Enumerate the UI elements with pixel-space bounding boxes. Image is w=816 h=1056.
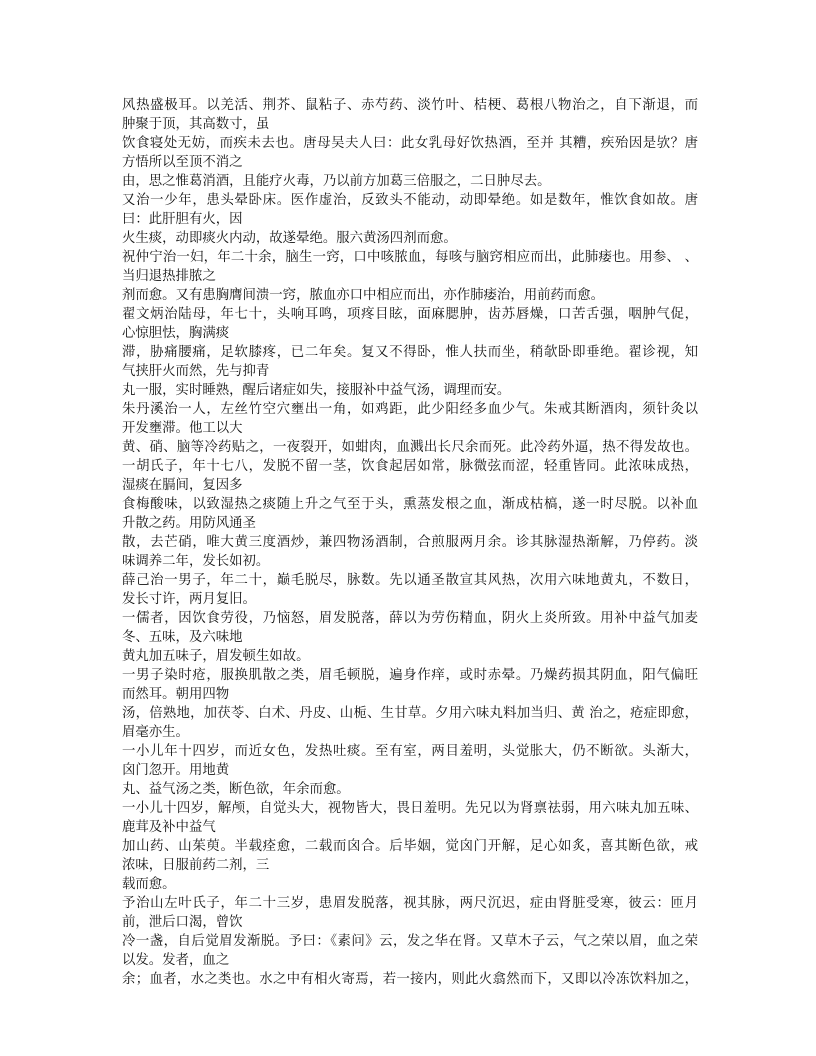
text-line: 浓味，日服前药二剂，三 — [122, 858, 270, 873]
text-line: 发长寸许，两月复旧。 — [122, 592, 256, 607]
text-line: 前，泄后口渴，曾饮 — [122, 915, 243, 930]
text-line: 食梅酸味，以致湿热之痰随上升之气至于头，熏蒸发根之血，渐成枯槁，遂一时尽脱。以补血 — [122, 497, 698, 512]
text-line: 载而愈。 — [122, 877, 176, 892]
text-line: 丸、益气汤之类，断色欲，年余而愈。 — [122, 782, 350, 797]
text-line: 心惊胆怯，胸满痰 — [122, 326, 230, 341]
text-line: 风热盛极耳。以羌活、荆芥、鼠粘子、赤芍药、淡竹叶、桔梗、葛根八物治之，自下渐退，而 — [122, 98, 698, 113]
text-line: 冬、五味，及六味地 — [122, 630, 243, 645]
text-line: 以发。发者，血之 — [122, 953, 230, 968]
text-line: 剂而愈。又有患胸膺间溃一窍，脓血亦口中相应而出，亦作肺痿治，用前药而愈。 — [122, 288, 605, 303]
text-line: 冷一盏，自后觉眉发渐脱。予曰：《素问》云，发之华在肾。又草木子云，气之荣以眉，血之荣 — [122, 934, 698, 949]
text-line: 开发壅滞。他工以大 — [122, 421, 243, 436]
text-line: 黄、硝、脑等冷药贴之，一夜裂开，如蚶肉，血溅出长尺余而死。此冷药外逼，热不得发故也。 — [122, 440, 698, 455]
text-line: 由，思之惟葛消酒，且能疗火毒，乃以前方加葛三倍服之，二日肿尽去。 — [122, 174, 551, 189]
text-line: 一小儿年十四岁，而近女色，发热吐痰。至有室，两目羞明，头觉胀大，仍不断欲。头渐大， — [122, 744, 698, 759]
text-line: 余；血者，水之类也。水之中有相火寄焉，若一接内，则此火翕然而下，又即以冷冻饮料加之， — [122, 972, 698, 987]
text-line: 鹿茸及补中益气 — [122, 820, 216, 835]
text-line: 肿聚于顶，其高数寸，虽 — [122, 117, 270, 132]
text-line: 眉毫亦生。 — [122, 725, 189, 740]
text-line: 曰：此肝胆有火，因 — [122, 212, 243, 227]
body-text — [122, 96, 698, 989]
text-line: 味调养二年，发长如初。 — [122, 554, 270, 569]
text-line: 丸一服，实时睡熟，醒后诸症如失，接服补中益气汤，调理而安。 — [122, 383, 511, 398]
text-line: 湿痰在膈间，复因多 — [122, 478, 243, 493]
text-line: 又治一少年，患头晕卧床。医作虚治，反致头不能动，动即晕绝。如是数年，惟饮食如故。唐 — [122, 193, 698, 208]
text-line: 一男子染时疮，服换肌散之类，眉毛顿脱，遍身作痒，或时赤晕。乃燥药损其阴血，阳气偏旺 — [122, 668, 698, 683]
text-line: 而然耳。朝用四物 — [122, 687, 230, 702]
text-line: 饮食寝处无妨，而疾未去也。唐母吴夫人曰：此女乳母好饮热酒，至并 其糟，疾殆因是欤？唐 — [122, 136, 698, 151]
text-line: 薛己治一男子，年二十，巅毛脱尽，脉数。先以通圣散宣其风热，次用六味地黄丸，不数日， — [122, 573, 698, 588]
text-line: 黄丸加五味子，眉发顿生如故。 — [122, 649, 310, 664]
text-line: 加山药、山茱萸。半载痊愈，二载而囟合。后毕姻，觉囟门开解，足心如炙，喜其断色欲，戒 — [122, 839, 698, 854]
text-line: 方悟所以至顶不消之 — [122, 155, 243, 170]
text-line: 一小儿十四岁，解颅，自觉头大，视物皆大，畏日羞明。先兄以为肾禀祛弱，用六味丸加五味、 — [122, 801, 698, 816]
text-line: 升散之药。用防风通圣 — [122, 516, 256, 531]
text-line: 汤，倍熟地，加茯苓、白术、丹皮、山栀、生甘草。夕用六味丸料加当归、黄 治之，疮症即愈， — [122, 706, 698, 721]
text-line: 一胡氏子，年十七八，发脱不留一茎，饮食起居如常，脉微弦而涩，轻重皆同。此浓味成热， — [122, 459, 698, 474]
text-line: 火生痰，动即痰火内动，故遂晕绝。服六黄汤四剂而愈。 — [122, 231, 457, 246]
text-line: 气挟肝火而然，先与抑青 — [122, 364, 270, 379]
text-line: 囟门忽开。用地黄 — [122, 763, 230, 778]
text-line: 翟文炳治陆母，年七十，头响耳鸣，项疼目眩，面麻腮肿，齿苏唇燥，口苦舌强，咽肿气促， — [122, 307, 698, 322]
text-line: 祝仲宁治一妇，年二十余，脑生一窍，口中咳脓血，每咳与脑窍相应而出，此肺痿也。用参、 、 — [122, 250, 698, 265]
text-line: 散，去芒硝，唯大黄三度酒炒，兼四物汤酒制，合煎服两月余。诊其脉湿热渐解，乃停药。淡 — [122, 535, 698, 550]
text-line: 朱丹溪治一人，左丝竹空穴壅出一角，如鸡距，此少阳经多血少气。朱戒其断酒肉，须针灸以 — [122, 402, 698, 417]
text-line: 当归退热排脓之 — [122, 269, 216, 284]
text-line: 予治山左叶氏子，年二十三岁，患眉发脱落，视其脉，两尺沉迟，症由肾脏受寒，彼云：匝月 — [122, 896, 698, 911]
text-line: 一儒者，因饮食劳役，乃恼怒，眉发脱落，薛以为劳伤精血，阴火上炎所致。用补中益气加麦 — [122, 611, 698, 626]
text-line: 滞，胁痛腰痛，足软膝疼，已二年矣。复又不得卧，惟人扶而坐，稍欹卧即垂绝。翟诊视，知 — [122, 345, 698, 360]
